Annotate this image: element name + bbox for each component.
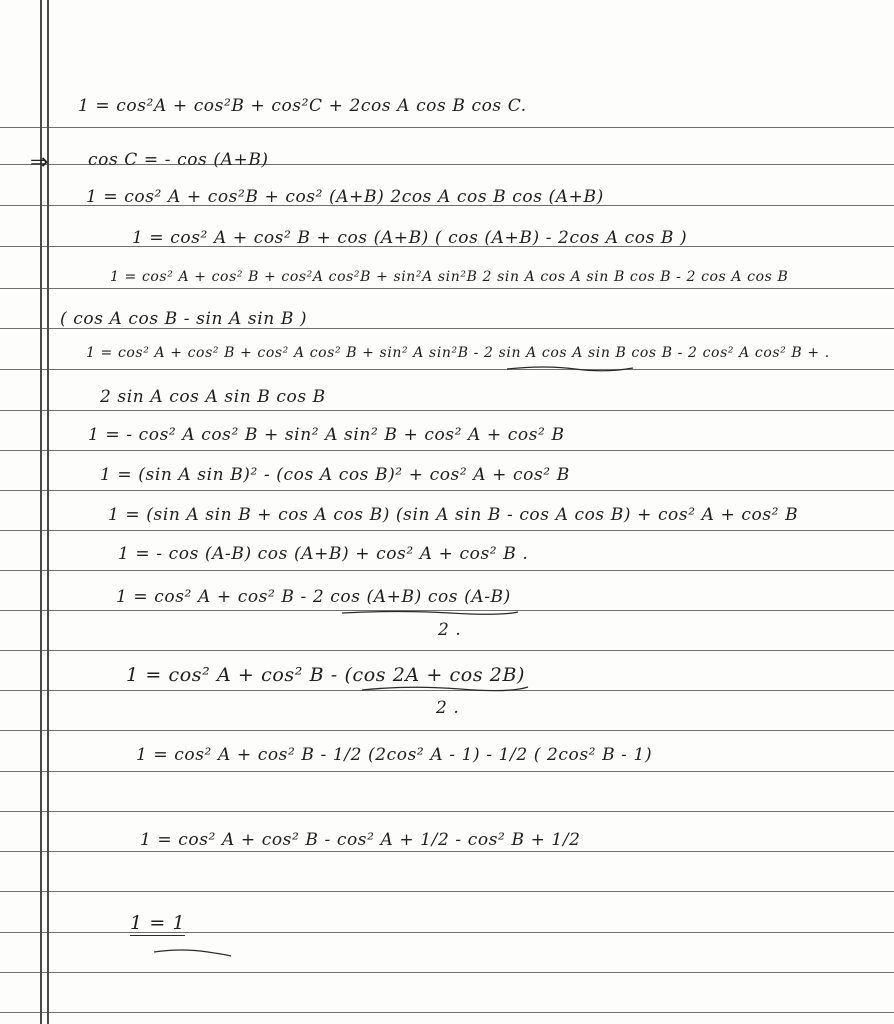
equation-line-8: 2 sin A cos A sin B cos B	[100, 387, 326, 407]
equation-line-15: 1 = cos² A + cos² B - 1/2 (2cos² A - 1) - 1/2 ( 2cos² B - 1)	[136, 745, 653, 765]
equation-line-13: 1 = cos² A + cos² B - 2 cos (A+B) cos (A-B)	[116, 587, 511, 607]
equation-line-6: ( cos A cos B - sin A sin B )	[60, 309, 308, 329]
equation-line-5: 1 = cos² A + cos² B + cos²A cos²B + sin²A sin²B 2 sin A cos A sin B cos B - 2 cos A cos B	[110, 269, 789, 285]
equation-line-10: 1 = (sin A sin B)² - (cos A cos B)² + cos² A + cos² B	[100, 465, 570, 485]
equation-line-11: 1 = (sin A sin B + cos A cos B) (sin A sin B - cos A cos B) + cos² A + cos² B	[108, 505, 799, 525]
ruled-line	[0, 730, 894, 731]
ruled-line	[0, 410, 894, 411]
equation-line-7: 1 = cos² A + cos² B + cos² A cos² B + sin² A sin²B - 2 sin A cos A sin B cos B - 2 cos² A cos² B + .	[86, 345, 830, 361]
ruled-line	[0, 1012, 894, 1013]
fraction-denominator: 2 .	[436, 698, 460, 718]
equation-line-14: 1 = cos² A + cos² B - (cos 2A + cos 2B)	[126, 664, 526, 686]
equation-line-1: 1 = cos²A + cos²B + cos²C + 2cos A cos B cos C.	[78, 96, 527, 116]
equation-line-3: 1 = cos² A + cos²B + cos² (A+B) 2cos A cos B cos (A+B)	[86, 187, 604, 207]
ruled-line	[0, 570, 894, 571]
ruled-line	[0, 490, 894, 491]
underline-scribble	[340, 608, 520, 618]
ruled-line	[0, 650, 894, 651]
ruled-line	[0, 369, 894, 370]
underline-scribble	[505, 364, 635, 374]
ruled-line	[0, 771, 894, 772]
ruled-line	[0, 288, 894, 289]
ruled-line	[0, 972, 894, 973]
final-result: 1 = 1	[130, 912, 186, 934]
ruled-line	[0, 891, 894, 892]
underline-scribble	[152, 946, 232, 962]
equation-line-9: 1 = - cos² A cos² B + sin² A sin² B + cos² A + cos² B	[88, 425, 565, 445]
implies-arrow-icon: ⇒	[30, 150, 49, 175]
fraction-denominator: 2 .	[438, 620, 462, 640]
equation-line-12: 1 = - cos (A-B) cos (A+B) + cos² A + cos² B .	[118, 544, 529, 564]
equation-line-16: 1 = cos² A + cos² B - cos² A + 1/2 - cos² B + 1/2	[140, 830, 581, 850]
ruled-line	[0, 127, 894, 128]
ruled-line	[0, 530, 894, 531]
ruled-line	[0, 811, 894, 812]
ruled-line	[0, 851, 894, 852]
ruled-line	[0, 450, 894, 451]
equation-line-4: 1 = cos² A + cos² B + cos (A+B) ( cos (A+B) - 2cos A cos B )	[132, 228, 688, 248]
underline-scribble	[360, 684, 530, 694]
equation-line-2: cos C = - cos (A+B)	[88, 150, 269, 170]
